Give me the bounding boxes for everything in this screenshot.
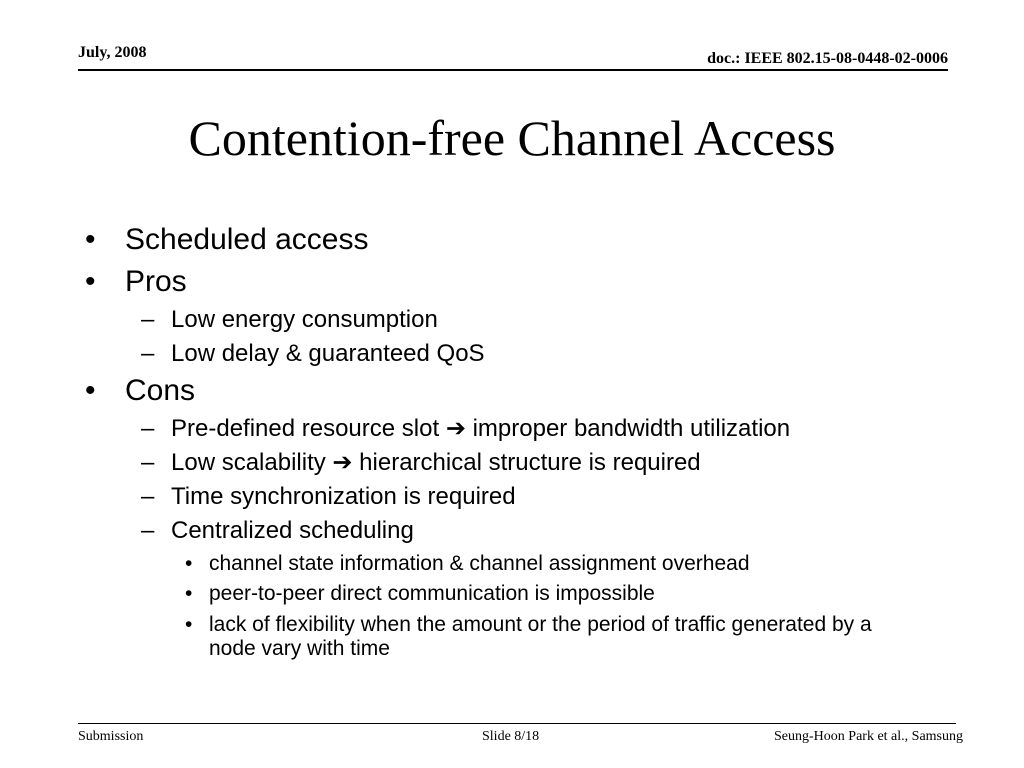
sub-sub-item-text: peer-to-peer direct communication is impossible	[209, 582, 655, 605]
dash-marker: –	[141, 517, 155, 544]
sub-item-text: hierarchical structure is required	[352, 449, 701, 476]
footer-divider	[78, 723, 956, 724]
bullet-pros	[85, 264, 187, 300]
bullet-scheduled-access	[85, 222, 369, 258]
header-doc-id: doc.: IEEE 802.15-08-0448-02-0006	[707, 50, 948, 67]
footer-slide-number: Slide 8/18	[482, 729, 540, 744]
sub-item-text: Low delay & guaranteed QoS	[171, 340, 485, 367]
sub-item-cons-1	[141, 414, 791, 444]
arrow-icon: ➔	[332, 449, 353, 476]
sub-sub-item-text: lack of flexibility when the amount or the period of traffic generated by a node vary with time	[209, 613, 872, 660]
dash-marker: –	[141, 449, 155, 476]
sub-item-text: improper bandwidth utilization	[465, 415, 791, 442]
sub-item-text: Low energy consumption	[171, 306, 438, 333]
dash-marker: –	[141, 306, 155, 333]
sub-sub-item-3	[185, 613, 889, 661]
dash-marker: –	[141, 340, 155, 367]
header-date: July, 2008	[78, 44, 147, 61]
sub-bullet-marker: •	[185, 582, 193, 605]
sub-sub-item-text: channel state information & channel assignment overhead	[209, 552, 750, 575]
sub-item-pros-2	[141, 339, 485, 369]
sub-item-text: Pre-defined resource slot	[171, 415, 446, 442]
bullet-text: Scheduled access	[125, 223, 369, 256]
sub-bullet-marker: •	[185, 552, 193, 575]
sub-sub-item-1	[185, 552, 889, 576]
bullet-text: Pros	[125, 265, 187, 298]
sub-item-cons-3	[141, 482, 516, 512]
arrow-icon: ➔	[445, 415, 466, 442]
bullet-marker: •	[85, 374, 96, 407]
slide-title: Contention-free Channel Access	[188, 110, 836, 166]
bullet-cons	[85, 373, 196, 409]
header-divider	[78, 69, 948, 71]
sub-item-cons-4	[141, 516, 414, 546]
footer-author: Seung-Hoon Park et al., Samsung	[774, 729, 963, 744]
dash-marker: –	[141, 483, 155, 510]
dash-marker: –	[141, 415, 155, 442]
bullet-marker: •	[85, 223, 96, 256]
sub-item-text: Centralized scheduling	[171, 517, 414, 544]
sub-item-text: Low scalability	[171, 449, 333, 476]
sub-item-text: Time synchronization is required	[171, 483, 516, 510]
sub-sub-item-2	[185, 582, 889, 606]
sub-bullet-marker: •	[185, 613, 193, 636]
sub-item-pros-1	[141, 305, 438, 335]
sub-item-cons-2	[141, 448, 701, 478]
bullet-text: Cons	[125, 374, 196, 407]
footer-submission: Submission	[78, 729, 144, 744]
bullet-marker: •	[85, 265, 96, 298]
